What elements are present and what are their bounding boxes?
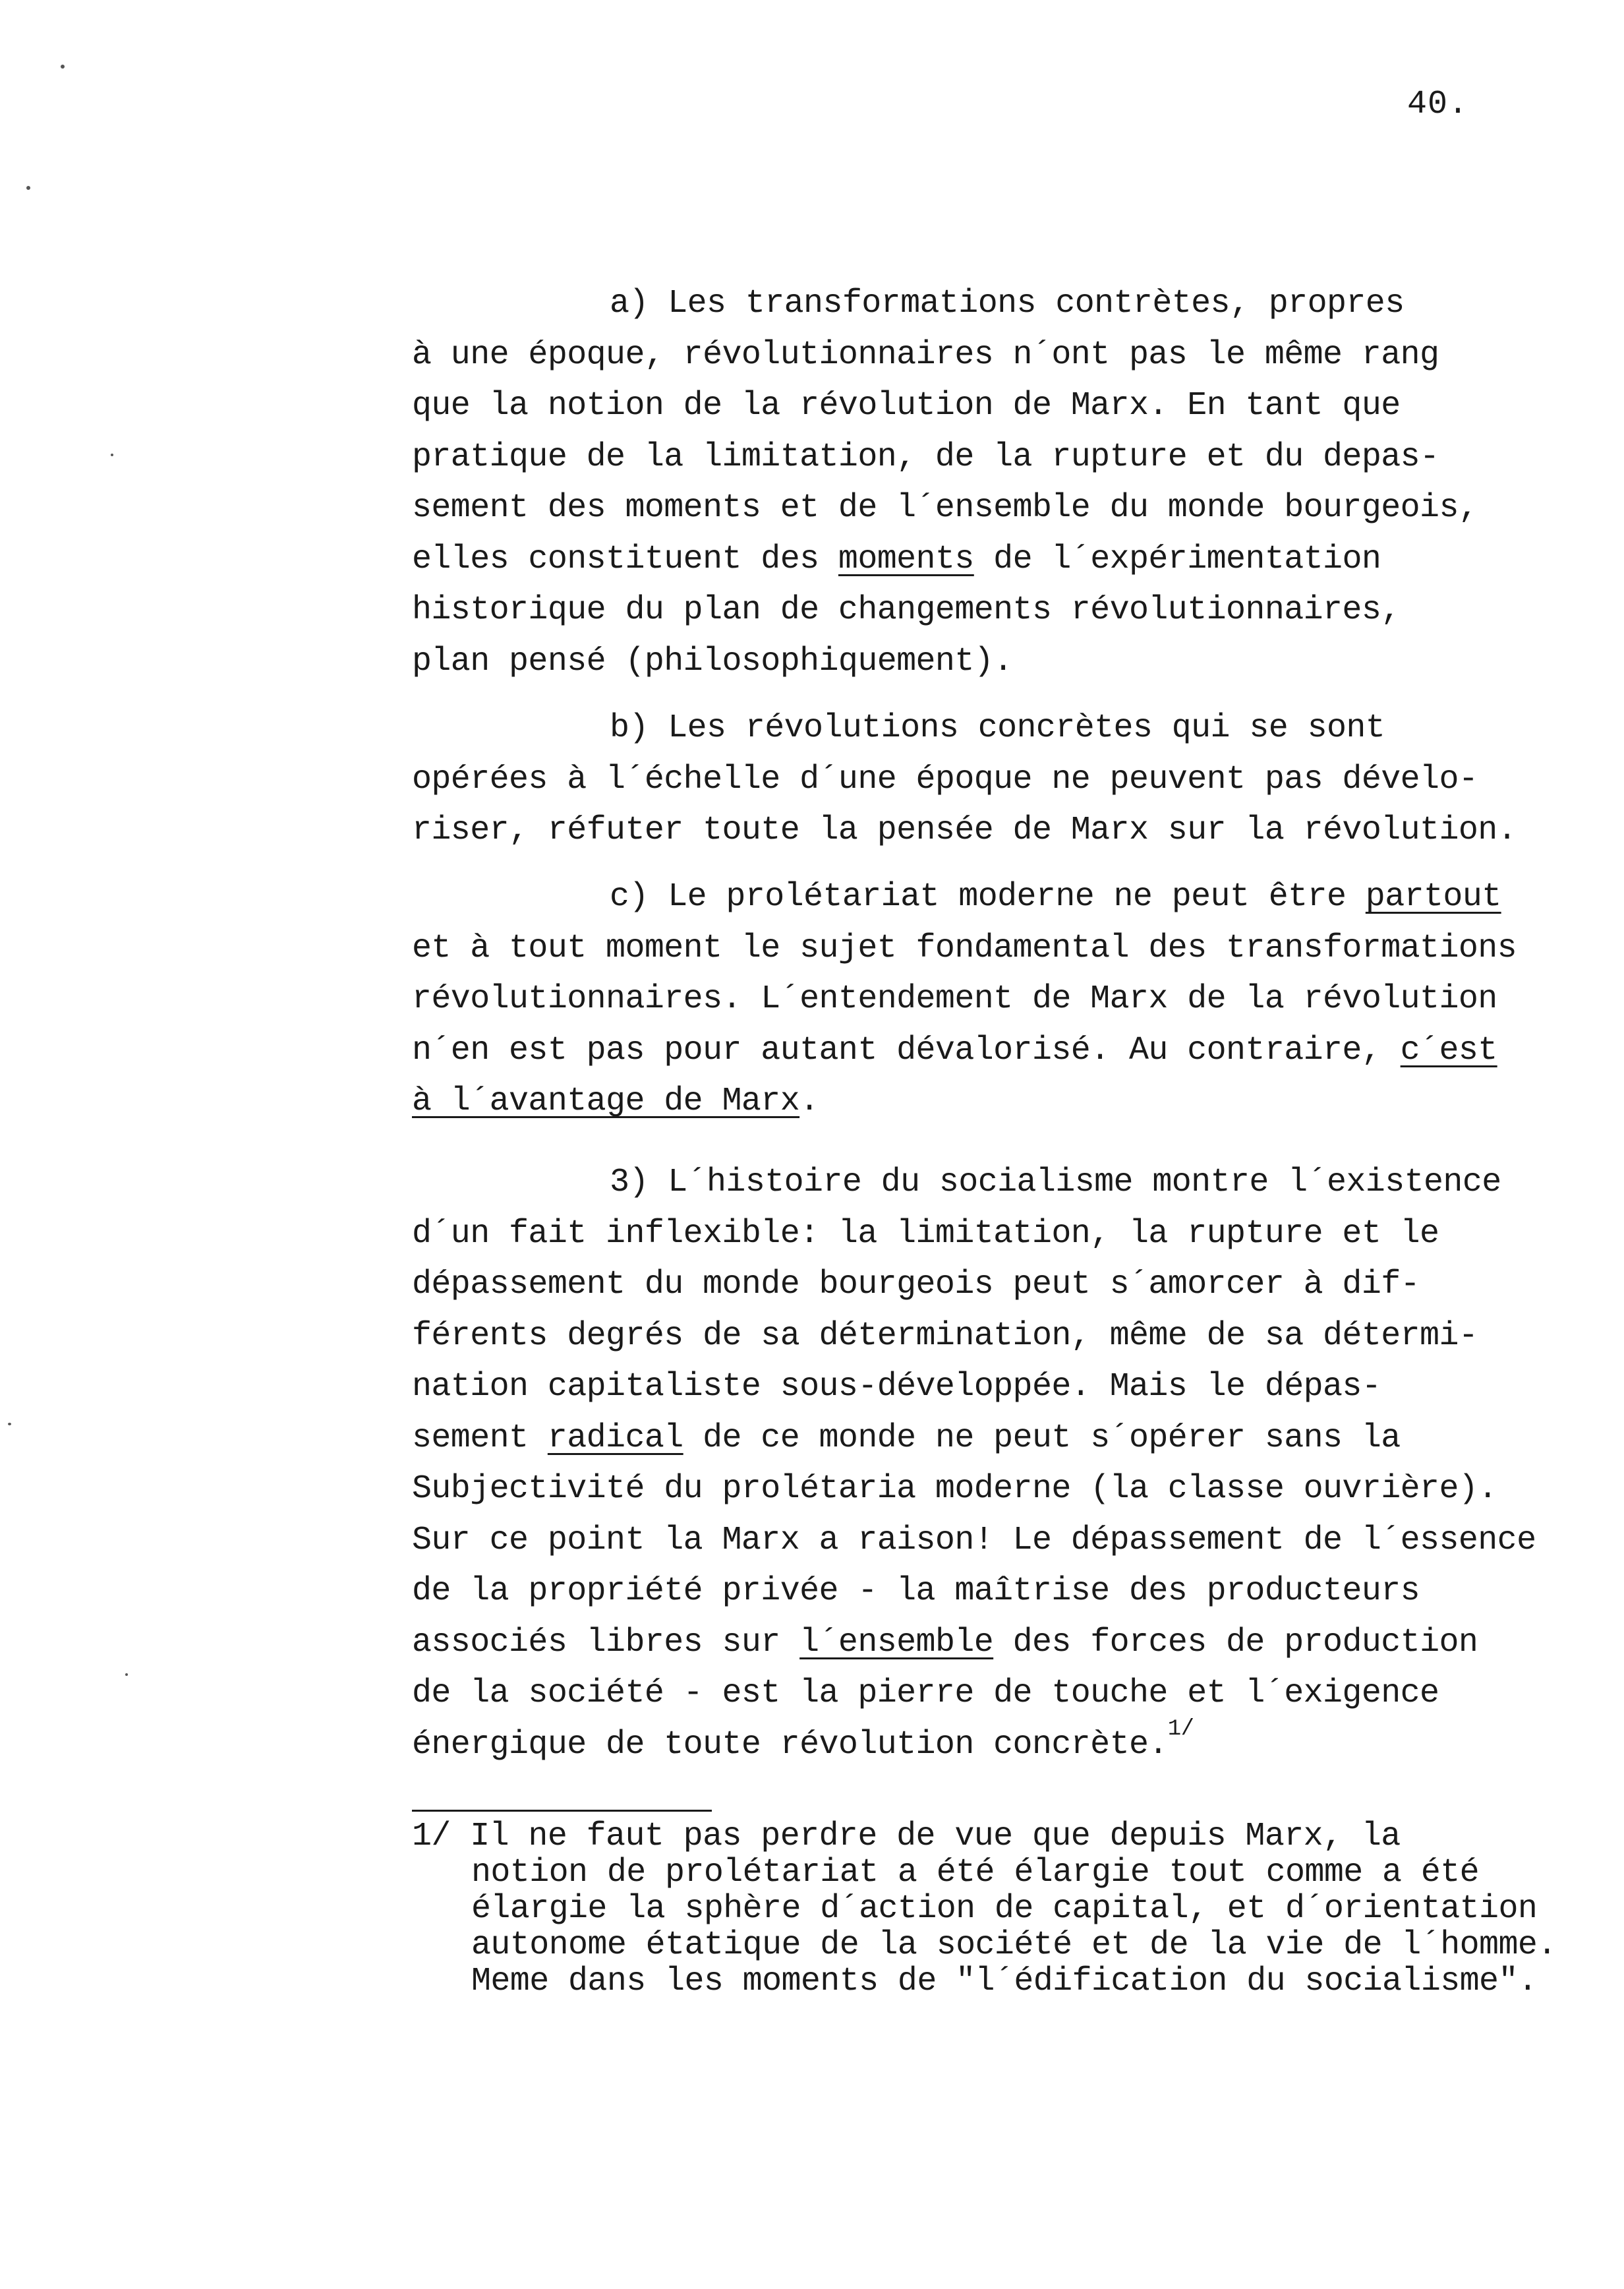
section-c [412,872,1585,1127]
text-line: b) Les révolutions concrètes qui se sont [610,709,1385,747]
text-line: de la propriété privée - la maîtrise des producteurs [412,1572,1420,1610]
underlined-word: radical [547,1419,683,1457]
text-line: a) Les transformations contrètes, propres [610,285,1405,322]
text-line: de la société - est la pierre de touche et l´exigence [412,1675,1439,1712]
footnote-line: Meme dans les moments de "l´édification du socialisme". [471,1963,1538,2000]
text-line: Sur ce point la Marx a raison! Le dépassement de l´essence [412,1521,1536,1559]
text-span: de l´expérimentation [973,540,1381,578]
text-line: historique du plan de changements révolutionnaires, [412,591,1401,629]
underlined-word: c´est [1400,1031,1497,1069]
text-line [412,1413,1585,1464]
scan-speck [125,1673,128,1676]
section-b [412,703,1585,856]
text-line: dépassement du monde bourgeois peut s´amorcer à dif- [412,1266,1420,1303]
section-a [412,278,1585,687]
text-line: que la notion de la révolution de Marx. En tant que [412,387,1401,425]
underlined-word: partout [1365,878,1501,916]
underlined-phrase: à l´avantage de Marx [412,1083,800,1120]
text-line: opérées à l´échelle d´une époque ne peuvent pas dévelo- [412,760,1478,798]
text-span: elles constituent des [412,540,838,578]
text-span: sement [412,1419,548,1457]
text-line: riser, réfuter toute la pensée de Marx sur la révolution. [412,812,1517,849]
text-line [412,1076,1585,1127]
text-line: et à tout moment le sujet fondamental des transformations [412,929,1517,967]
text-line: révolutionnaires. L´entendement de Marx de la révolution [412,980,1497,1018]
text-line: 3) L´histoire du socialisme montre l´existence [610,1164,1501,1201]
text-span: c) Le prolétariat moderne ne peut être [610,878,1366,916]
text-line [412,534,1585,585]
footnote [412,1818,1557,2000]
text-span: énergique de toute révolution concrète. [412,1725,1168,1764]
underlined-word: moments [838,540,974,578]
scan-speck [26,186,30,190]
text-line: à une époque, révolutionnaires n´ont pas le même rang [412,336,1439,374]
scan-speck [61,65,65,69]
text-span: des forces de production [993,1623,1478,1661]
section-3 [412,1157,1585,1770]
text-line: nation capitaliste sous-développée. Mais le dépas- [412,1368,1381,1406]
text-span: de ce monde ne peut s´opérer sans la [683,1419,1401,1457]
text-line [412,872,1585,923]
footnote-line [412,1818,1557,1855]
text-line: d´un fait inflexible: la limitation, la rupture et le [412,1214,1439,1253]
text-line: Subjectivité du prolétaria moderne (la classe ouvrière). [412,1470,1497,1508]
text-line: sement des moments et de l´ensemble du monde bourgeois, [412,489,1478,527]
text-span: . [799,1083,819,1120]
text-span: n´en est pas pour autant dévalorisé. Au contraire, [412,1031,1401,1069]
footnote-marker: 1/ [412,1818,451,1855]
footnote-line: autonome étatique de la société et de la vie de l´homme. [471,1926,1557,1964]
text-line: plan pensé (philosophiquement). [412,642,1013,680]
page-number: 40. [1407,86,1469,123]
footnote-text: Il ne faut pas perdre de vue que depuis Marx, la [470,1818,1401,1855]
text-line: férents degrés de sa détermination, même de sa détermi- [412,1317,1478,1355]
scan-speck [8,1423,11,1425]
text-line [412,1025,1585,1077]
footnote-divider [412,1810,712,1812]
text-line: pratique de la limitation, de la rupture et du depas- [412,438,1439,476]
text-line [412,1716,1585,1771]
footnote-line: notion de prolétariat a été élargie tout comme a été [471,1854,1480,1891]
text-span: associés libres sur [412,1623,800,1661]
underlined-word: l´ensemble [799,1623,994,1661]
text-line [412,1617,1585,1669]
footnote-line: élargie la sphère d´action de capital, et d´orientation [471,1890,1538,1928]
scan-speck [111,454,113,456]
footnote-reference: 1/ [1167,1716,1194,1742]
